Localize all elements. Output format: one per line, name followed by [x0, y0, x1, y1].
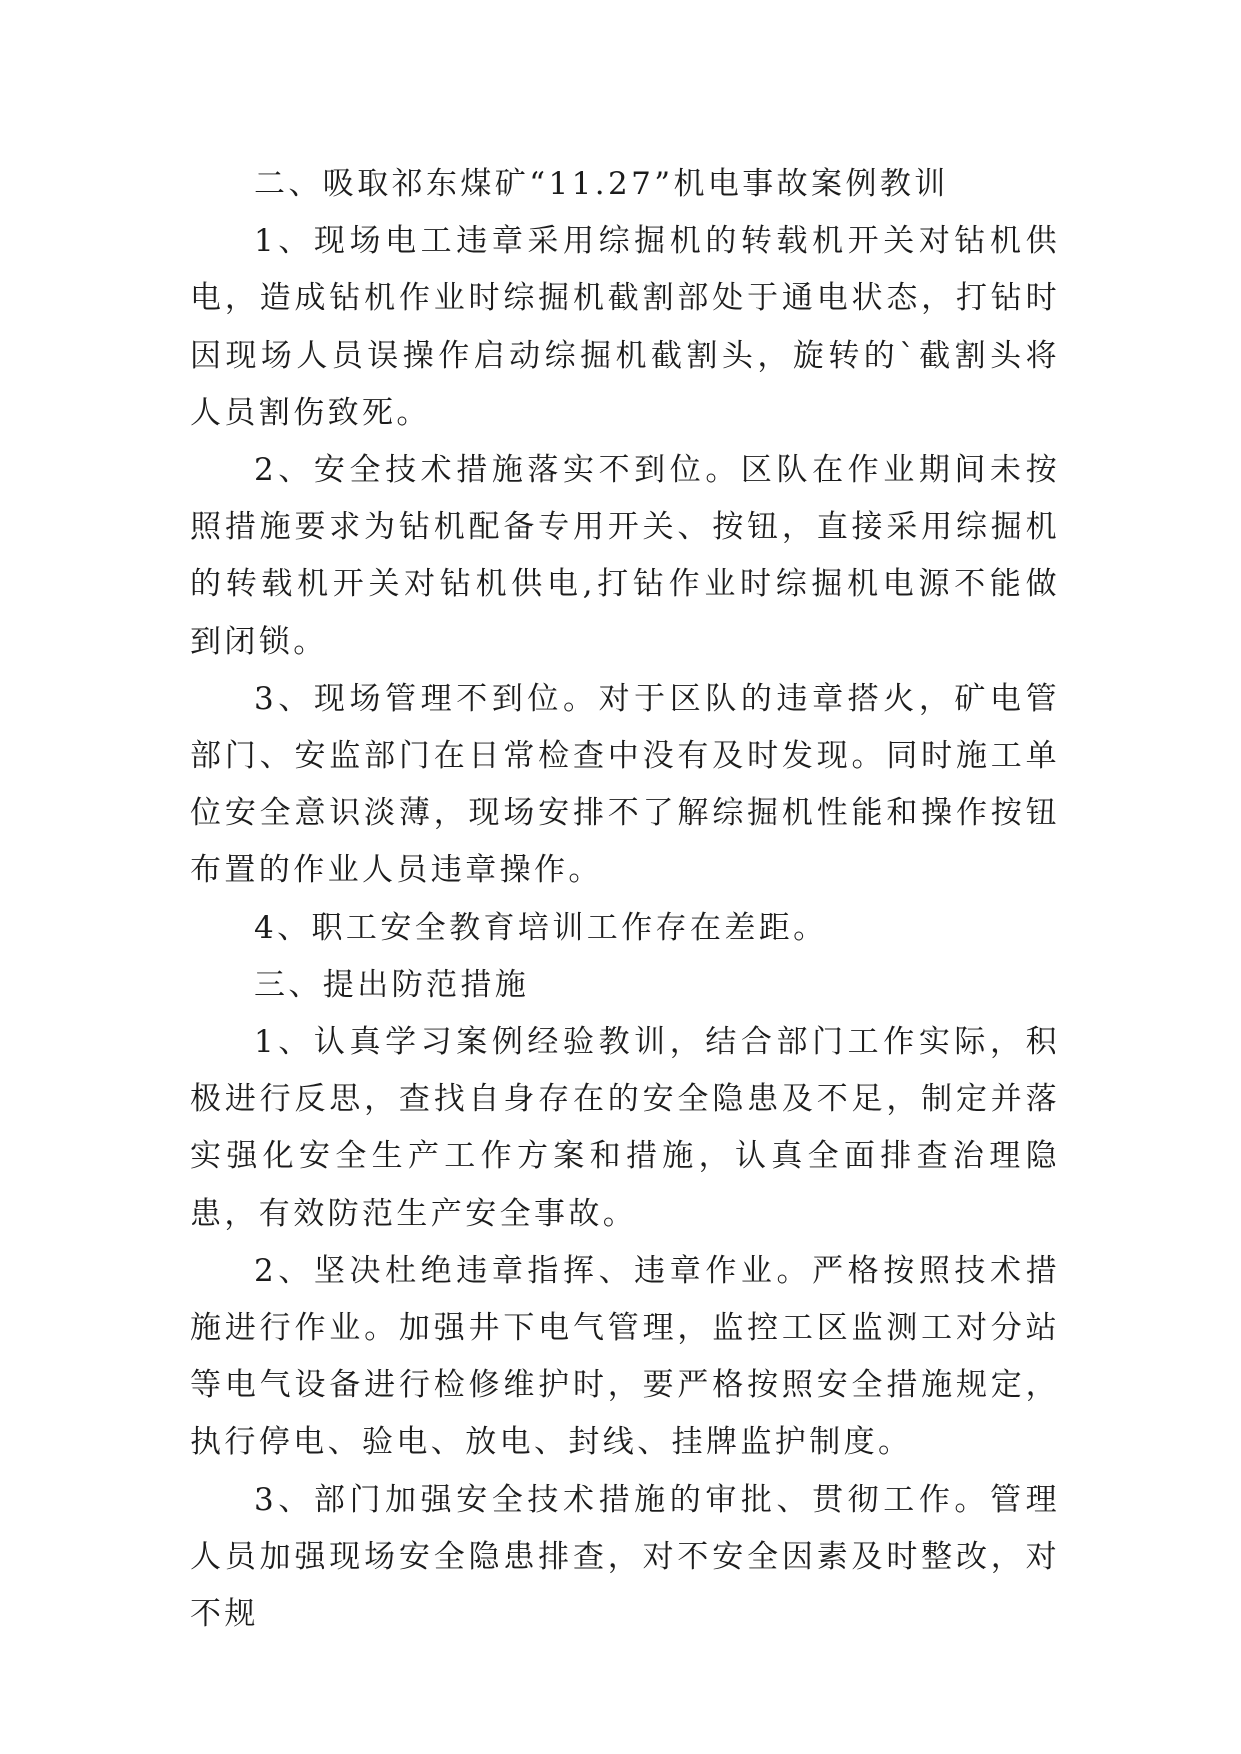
- paragraph-lesson-3: 3、现场管理不到位。对于区队的违章搭火，矿电管部门、安监部门在日常检查中没有及时发现。同时施工单位安全意识淡薄，现场安排不了解综掘机性能和操作按钮布置的作业人员违章操作。: [190, 680, 1060, 889]
- paragraph-lesson-4: 4、职工安全教育培训工作存在差距。: [254, 909, 828, 946]
- section-heading-lessons: 二、吸取祁东煤矿“11.27”机电事故案例教训: [254, 166, 949, 202]
- section-heading-measures: 三、提出防范措施: [254, 966, 530, 1003]
- paragraph-measure-2: 2、坚决杜绝违章指挥、违章作业。严格按照技术措施进行作业。加强井下电气管理，监控工区监测工对分站等电气设备进行检修维护时，要严格按照安全措施规定，执行停电、验电、放电、封线、挂牌监护制度。: [190, 1252, 1060, 1461]
- paragraph-lesson-2: 2、安全技术措施落实不到位。区队在作业期间未按照措施要求为钻机配备专用开关、按钮，直接采用综掘机的转载机开关对钻机供电,打钻作业时综掘机电源不能做到闭锁。: [190, 452, 1060, 660]
- paragraph-measure-3: 3、部门加强安全技术措施的审批、贯彻工作。管理人员加强现场安全隐患排查，对不安全因素及时整改，对不规: [190, 1481, 1060, 1633]
- document-body: [190, 156, 1060, 1643]
- paragraph-lesson-1: 1、现场电工违章采用综掘机的转载机开关对钻机供电，造成钻机作业时综掘机截割部处于通电状态，打钻时因现场人员误操作启动综掘机截割头，旋转的`截割头将人员割伤致死。: [190, 223, 1060, 431]
- paragraph-measure-1: 1、认真学习案例经验教训，结合部门工作实际，积极进行反思，查找自身存在的安全隐患及不足，制定并落实强化安全生产工作方案和措施，认真全面排查治理隐患，有效防范生产安全事故。: [190, 1024, 1060, 1232]
